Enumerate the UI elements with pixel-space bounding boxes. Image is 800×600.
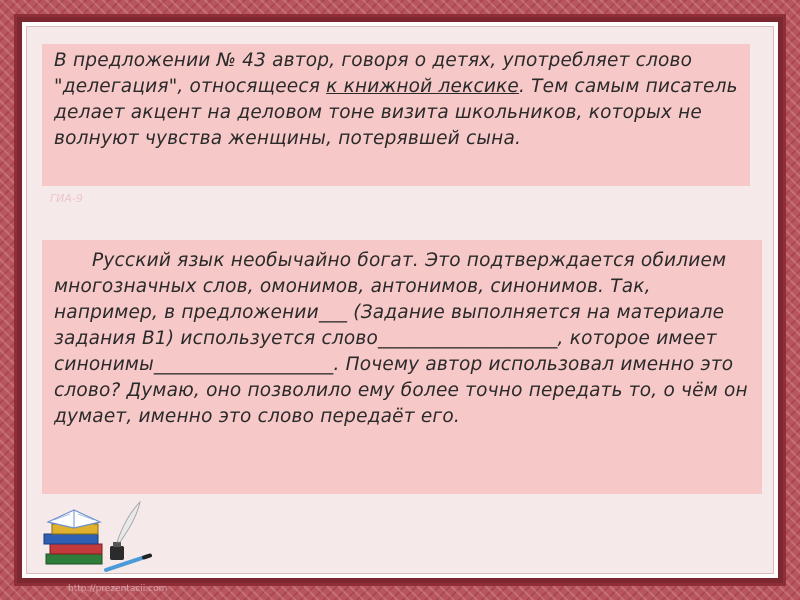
box2-paragraph xyxy=(54,248,752,430)
box1-text-part2: . Тем самым писатель делает акцент на деловом тоне визита школьников, которых не волнуют чувства женщины, потерявшей сына. xyxy=(54,76,738,149)
faint-label: ГИА-9 xyxy=(50,192,83,205)
box1-underlined-term: к книжной лексике xyxy=(326,76,520,97)
box2-text: Русский язык необычайно богат. Это подтверждается обилием многозначных слов, омонимов, антонимов, синонимов. Так, например, в предложении___ (Задание выполняется на материале задания В1) используется слово___________________, которое имеет синонимы___________________. Почему автор использовал именно это слово? Думаю, оно позволило ему более точно передать то, о чём он думает, именно это слово передаёт его. xyxy=(54,250,748,427)
box1-text-part1: В предложении № 43 автор, говоря о детях, употребляет слово "делегация", относящееся xyxy=(54,50,693,97)
box1-paragraph xyxy=(54,48,740,152)
watermark: http://prezentacii.com xyxy=(68,584,168,594)
books-and-quill-icon xyxy=(40,496,160,576)
text-box-1 xyxy=(42,44,750,186)
text-box-2 xyxy=(42,240,762,494)
